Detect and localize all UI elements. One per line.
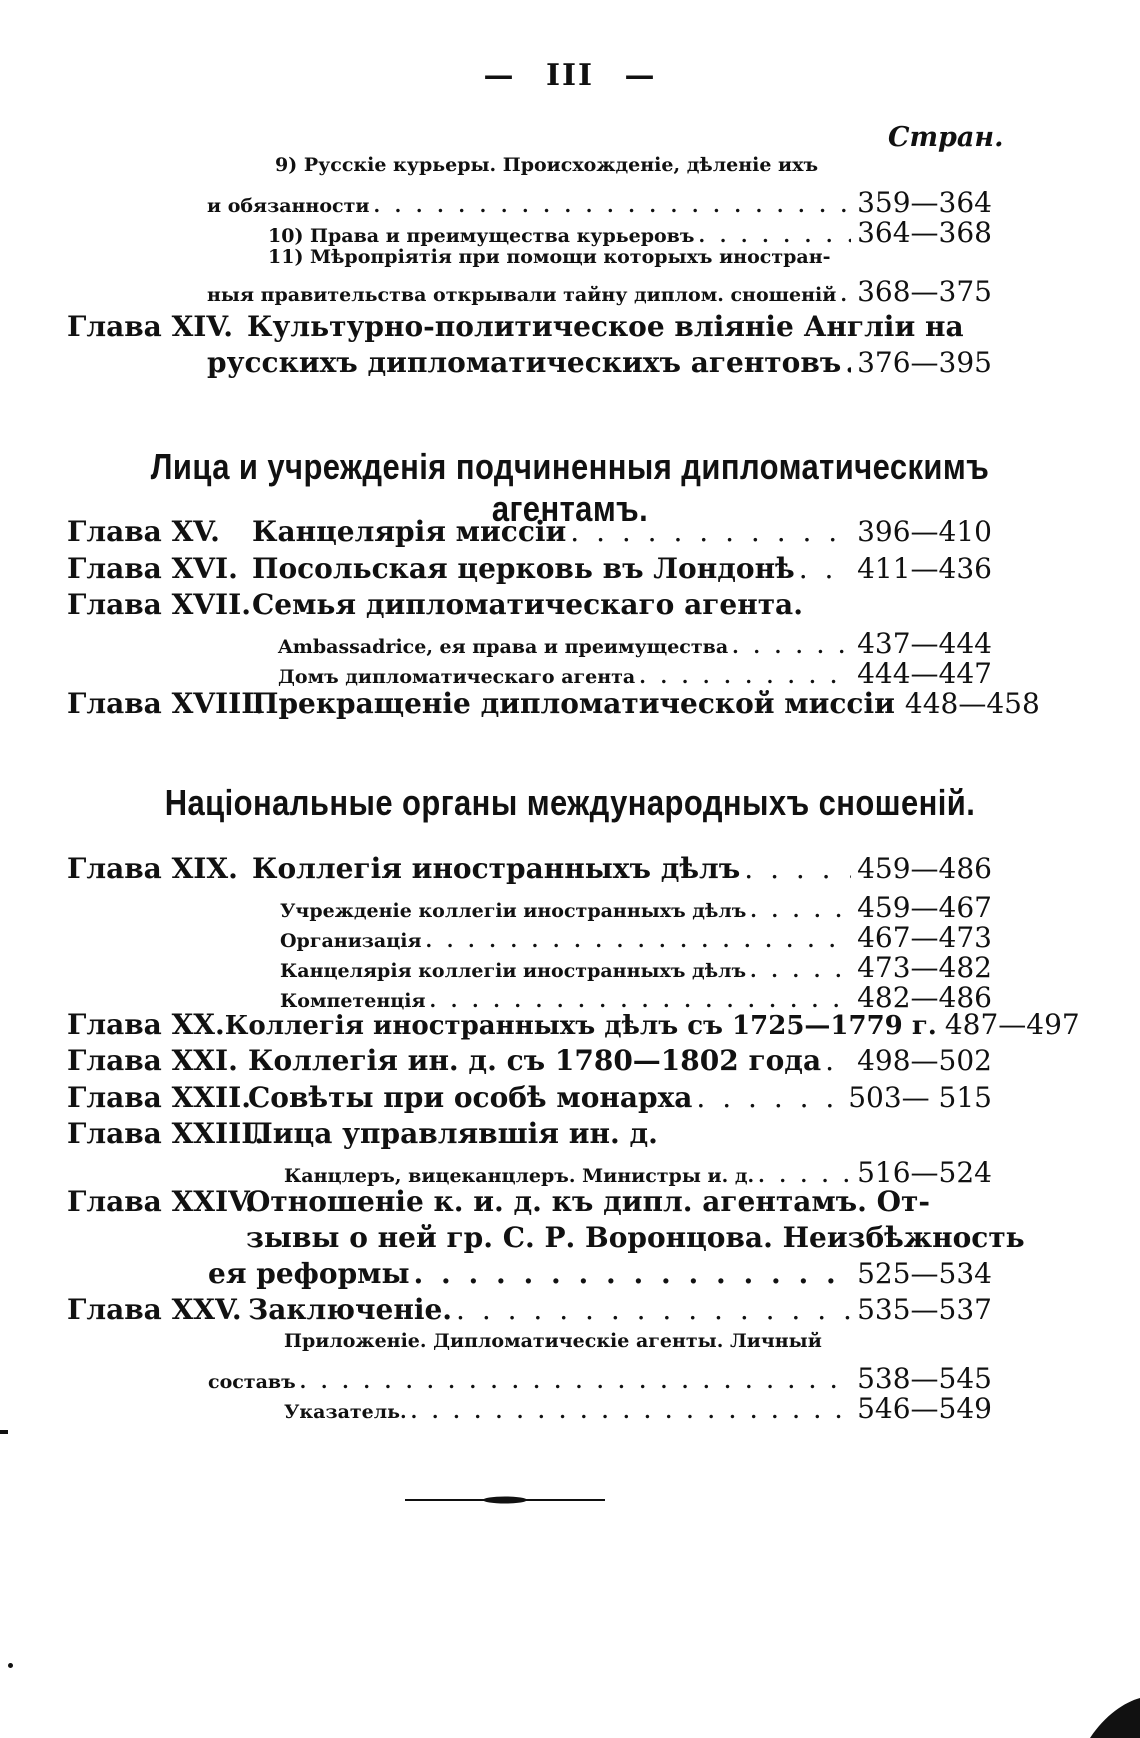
toc-pages: 467—473 bbox=[857, 921, 992, 954]
toc-pages: 503— 515 bbox=[848, 1081, 992, 1114]
chapter-label: Глава XVI. bbox=[67, 552, 238, 585]
toc-entry-chapter18: Глава XVIII. Прекращеніе дипломатической миссіи 448—458 bbox=[67, 687, 1040, 720]
toc-pages: 546—549 bbox=[857, 1392, 992, 1425]
toc-pages: 359—364 bbox=[857, 186, 992, 219]
pages-column-label: Стран. bbox=[888, 122, 1004, 153]
header-dash-right: — bbox=[624, 58, 657, 93]
toc-entry-chapter19: Глава XIX. Коллегія иностранныхъ дѣлъ . . . 459—486 bbox=[67, 852, 992, 885]
chapter-label: Глава XVII. bbox=[67, 588, 251, 621]
toc-pages: 525—534 bbox=[857, 1257, 992, 1290]
toc-entry-measures: ныя правительства открывали тайну диплом. сношеній . . . 368—375 bbox=[207, 275, 992, 308]
toc-pages: 482—486 bbox=[857, 981, 992, 1014]
toc-entry-chapter24-line1: Отношеніе к. и. д. къ дипл. агентамъ. От- bbox=[246, 1185, 931, 1218]
section-heading-subordinates: Лица и учрежденія подчиненныя дипломатическимъ агентамъ. bbox=[150, 446, 990, 529]
toc-entry-chapter20: Глава XX. Коллегія иностранныхъ дѣлъ съ 1725—1779 г. 487—497 bbox=[67, 1008, 1080, 1041]
toc-entry-house: Домъ дипломатическаго агента . . . 444—447 bbox=[278, 657, 992, 690]
chapter-label: Глава XXII. bbox=[67, 1081, 251, 1114]
toc-entry-chapter22: Глава XXII. Совѣты при особѣ монарха . . . 503— 515 bbox=[67, 1081, 992, 1114]
chapter-label: Глава XV. bbox=[67, 515, 220, 548]
toc-entry-appendix: составъ . . . 538—545 bbox=[208, 1362, 992, 1395]
toc-entry-chapter25: Глава XXV. Заключеніе. . . . 535—537 bbox=[67, 1293, 992, 1326]
toc-entry-college-founding: Учрежденіе коллегіи иностранныхъ дѣлъ . . . 459—467 bbox=[280, 891, 992, 924]
toc-pages: 535—537 bbox=[857, 1293, 992, 1326]
toc-pages: 448—458 bbox=[904, 687, 1040, 720]
chapter-label: Глава XVIII. bbox=[67, 687, 265, 720]
header-dash-left: — bbox=[483, 58, 516, 93]
toc-entry-competence: Компетенція . . . 482—486 bbox=[280, 981, 992, 1014]
toc-entry-organization: Организація . . . 467—473 bbox=[280, 921, 992, 954]
ornament-rule bbox=[405, 1494, 605, 1506]
toc-pages: 473—482 bbox=[857, 951, 992, 984]
toc-entry-courier-rights: 10) Права и преимущества курьеровъ . . . 364—368 bbox=[268, 216, 992, 249]
toc-entry-chapter15: Глава XV. Канцелярія миссіи . . . 396—410 bbox=[67, 515, 992, 548]
toc-entry-chapter14: русскихъ дипломатическихъ агентовъ . . . 376—395 bbox=[207, 346, 992, 379]
toc-pages: 376—395 bbox=[857, 346, 992, 379]
toc-entry-chapter24: ея реформы . . . 525—534 bbox=[208, 1257, 992, 1290]
toc-pages: 538—545 bbox=[857, 1362, 992, 1395]
toc-pages: 487—497 bbox=[944, 1008, 1080, 1041]
toc-entry-ambassadrice: Ambassadrice, ея права и преимущества . . . 437—444 bbox=[278, 627, 992, 660]
toc-pages: 498—502 bbox=[857, 1044, 992, 1077]
toc-pages: 444—447 bbox=[857, 657, 992, 690]
toc-entry-chapter23: Глава XXIII. Лица управлявшія ин. д. bbox=[67, 1117, 658, 1150]
toc-entry-couriers: и обязанности . . . 359—364 bbox=[207, 186, 992, 219]
toc-pages: 516—524 bbox=[857, 1156, 992, 1189]
toc-entry-chapter24-line2: зывы о ней гр. С. Р. Воронцова. Неизбѣжность bbox=[246, 1221, 1025, 1254]
toc-pages: 437—444 bbox=[857, 627, 992, 660]
chapter-label: Глава XXIV. bbox=[67, 1185, 255, 1218]
toc-entry-chancellors: Канцлеръ, вицеканцлеръ. Министры и. д. . . . 516—524 bbox=[284, 1156, 992, 1189]
toc-entry-chapter21: Глава XXI. Коллегія ин. д. съ 1780—1802 года . . . 498—502 bbox=[67, 1044, 992, 1077]
chapter-label: Глава XXV. bbox=[67, 1293, 242, 1326]
scan-speck bbox=[0, 1430, 8, 1434]
toc-entry-chapter14-title: Культурно-политическое вліяніе Англіи на bbox=[247, 310, 964, 343]
chapter-label: Глава XIV. bbox=[67, 310, 233, 343]
toc-pages: 459—467 bbox=[857, 891, 992, 924]
toc-entry-measures-title: 11) Мѣропріятія при помощи которыхъ иностран- bbox=[268, 246, 831, 268]
toc-entry-chapter17: Глава XVII. Семья дипломатическаго агента. bbox=[67, 588, 803, 621]
chapter-label: Глава XXIII. bbox=[67, 1117, 265, 1150]
chapter-label: Глава XXI. bbox=[67, 1044, 238, 1077]
toc-pages: 411—436 bbox=[857, 552, 992, 585]
chapter-label: Глава XX. bbox=[67, 1008, 225, 1041]
toc-entry-college-chancellery: Канцелярія коллегіи иностранныхъ дѣлъ . . . 473—482 bbox=[280, 951, 992, 984]
page-header bbox=[0, 58, 1140, 93]
toc-pages: 459—486 bbox=[857, 852, 992, 885]
toc-pages: 396—410 bbox=[857, 515, 992, 548]
toc-entry-couriers-title: 9) Русскіе курьеры. Происхожденіе, дѣленіе ихъ bbox=[275, 154, 819, 176]
toc-pages: 364—368 bbox=[857, 216, 992, 249]
section-heading-national-organs: Національные органы международныхъ сношеній. bbox=[164, 782, 976, 823]
page-number: III bbox=[545, 58, 595, 93]
toc-entry-chapter16: Глава XVI. Посольская церковь въ Лондонѣ . . . 411—436 bbox=[67, 552, 992, 585]
scan-corner-mark bbox=[1085, 1690, 1140, 1738]
chapter-label: Глава XIX. bbox=[67, 852, 238, 885]
toc-pages: 368—375 bbox=[857, 275, 992, 308]
toc-entry-appendix-title: Приложеніе. Дипломатическіе агенты. Личный bbox=[284, 1330, 822, 1352]
toc-entry-index: Указатель. . . . 546—549 bbox=[284, 1392, 992, 1425]
scan-speck bbox=[8, 1663, 13, 1668]
